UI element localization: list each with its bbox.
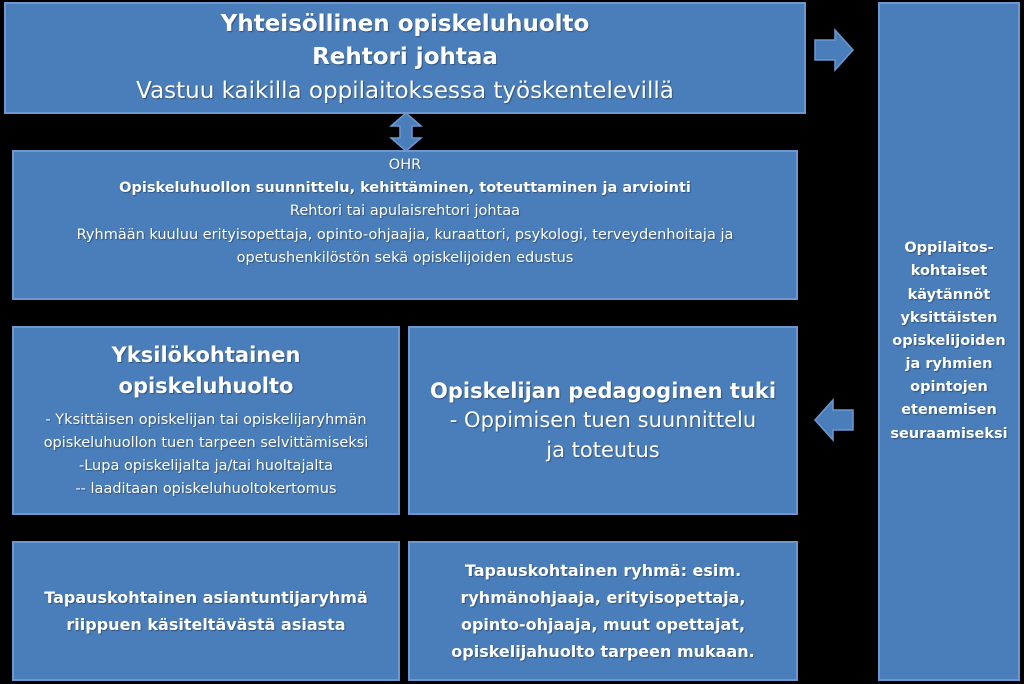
right-line-3: käytännöt: [907, 286, 991, 303]
ohr-heading: OHR: [388, 157, 422, 173]
yksilo-item-1a: - Yksittäisen opiskelijan tai opiskelijaryhmän: [45, 411, 367, 428]
ohr-task: Opiskeluhuollon suunnittelu, kehittäminen, toteuttaminen ja arviointi: [119, 180, 691, 197]
tapaus1-line-2: riippuen käsiteltävästä asiasta: [66, 615, 346, 634]
right-line-1: Oppilaitos-: [904, 240, 994, 257]
ohr-members-1: Ryhmään kuuluu erityisopettaja, opinto-ohjaajia, kuraattori, psykologi, terveydenhoitaja ja: [76, 226, 734, 243]
box-ohr: [12, 150, 798, 300]
pedagoginen-line-2: ja toteutus: [546, 437, 660, 462]
yksilo-list: [44, 409, 369, 502]
yksilo-item-3: -- laaditaan opiskeluhuoltokertomus: [75, 481, 337, 498]
double-vertical-arrow-icon: [388, 112, 424, 152]
right-line-6: ja ryhmien: [905, 356, 993, 373]
arrow-right-icon: [813, 28, 855, 72]
tapaus2-line-4: opiskelijahuolto tarpeen mukaan.: [451, 642, 755, 662]
yksilo-item-2: -Lupa opiskelijalta ja/tai huoltajalta: [79, 458, 333, 474]
box-oppilaitoskohtaiset-kaytannot: [878, 2, 1020, 681]
pedagoginen-line-1: - Oppimisen tuen suunnittelu: [449, 408, 757, 433]
arrow-left-icon: [813, 398, 855, 442]
box-tapauskohtainen-ryhma: [408, 541, 798, 681]
right-line-9: seuraamiseksi: [890, 425, 1008, 442]
right-line-7: opintojen: [910, 379, 988, 396]
tapaus2-line-3: opinto-ohjaaja, muut opettajat,: [460, 615, 746, 634]
tapaus2-line-2: ryhmänohjaaja, erityisopettaja,: [460, 587, 746, 607]
ohr-leader: Rehtori tai apulaisrehtori johtaa: [289, 203, 521, 220]
top-leader: Rehtori johtaa: [312, 44, 498, 71]
top-title: Yhteisöllinen opiskeluhuolto: [220, 10, 590, 37]
right-line-2: kohtaiset: [910, 263, 988, 280]
pedagoginen-title: Opiskelijan pedagoginen tuki: [429, 378, 777, 403]
tapaus2-line-1: Tapauskohtainen ryhmä: esim.: [464, 560, 742, 580]
box-yhteisollinen-opiskeluhuolto: [4, 2, 806, 114]
tapaus1-line-1: Tapauskohtainen asiantuntijaryhmä: [44, 587, 368, 607]
yksilo-title-1: Yksilökohtainen: [111, 342, 301, 367]
yksilo-title-2: opiskeluhuolto: [118, 374, 294, 399]
right-line-4: yksittäisten: [900, 309, 998, 326]
top-responsibility: Vastuu kaikilla oppilaitoksessa työskentelevillä: [136, 77, 674, 104]
box-pedagoginen-tuki: [408, 326, 798, 515]
box-yksilokohtainen-opiskeluhuolto: [12, 326, 400, 515]
yksilo-item-1b: opiskeluhuollon tuen tarpeen selvittämiseksi: [43, 434, 369, 451]
right-line-5: opiskelijoiden: [892, 332, 1006, 349]
box-tapauskohtainen-asiantuntijaryhma: [12, 541, 400, 681]
right-line-8: etenemisen: [901, 402, 997, 419]
ohr-members-2: opetushenkilöstön sekä opiskelijoiden edustus: [236, 249, 574, 266]
